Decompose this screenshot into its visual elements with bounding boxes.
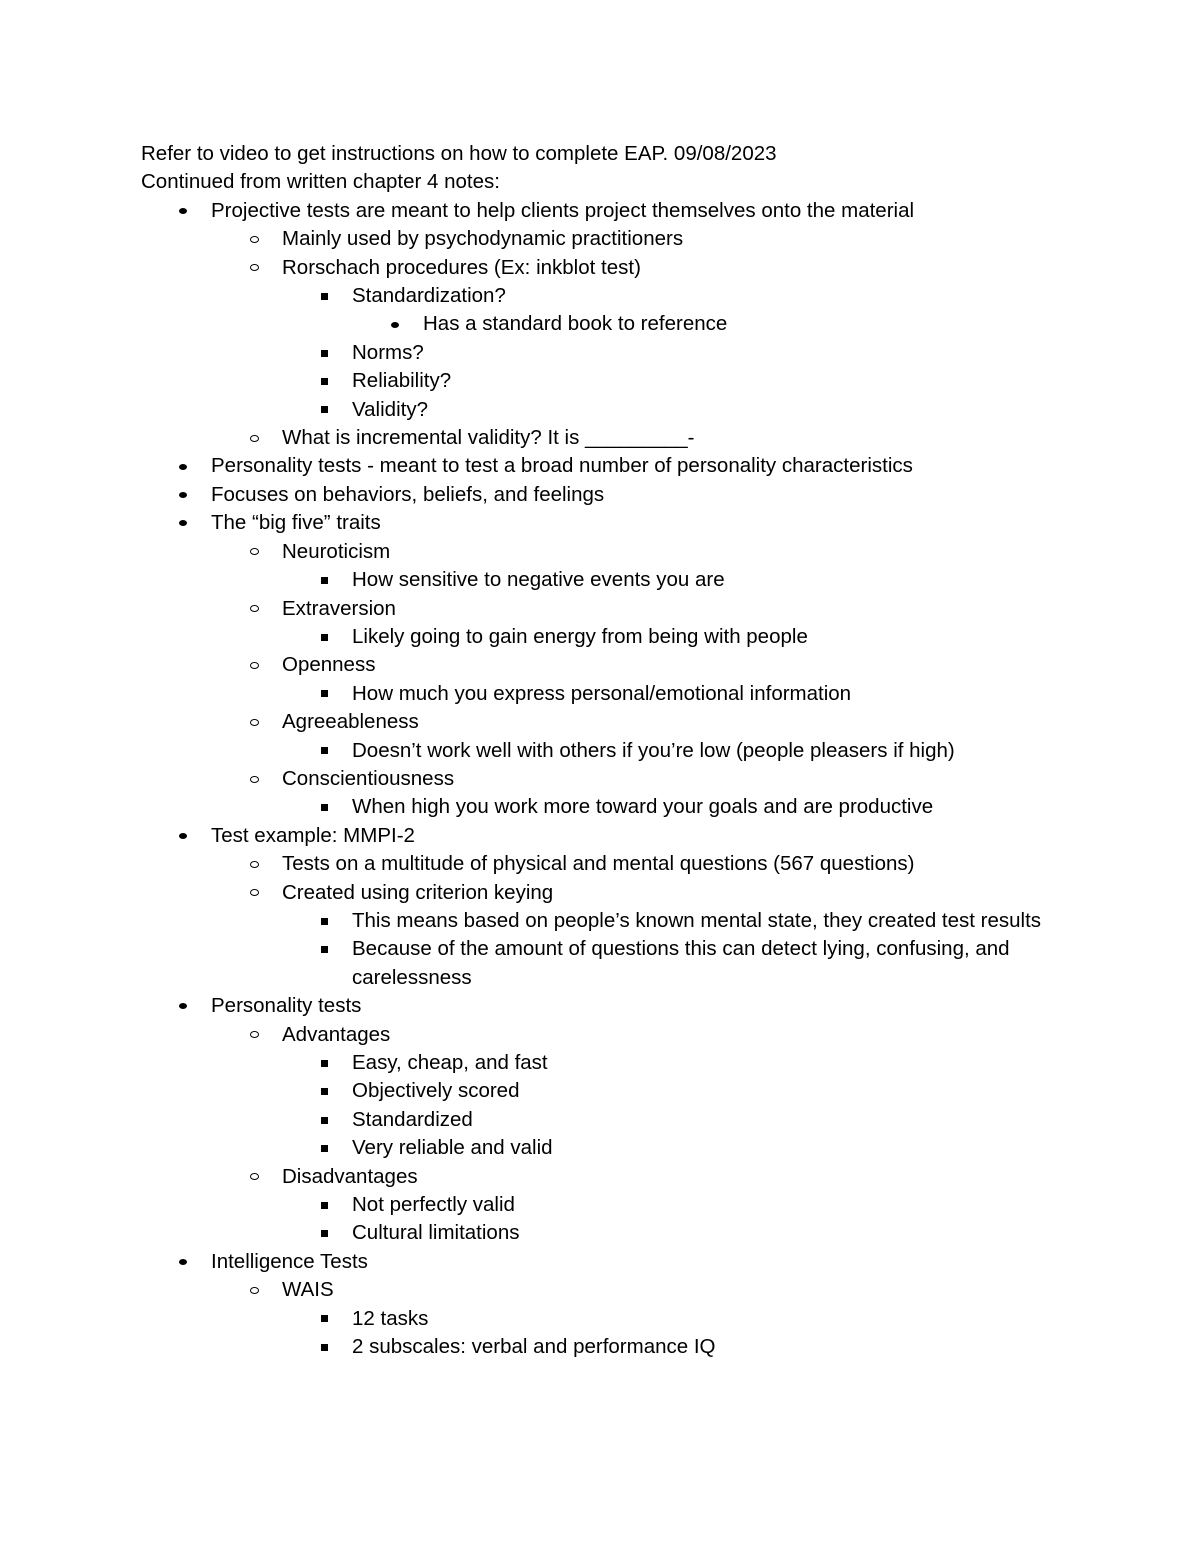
list-item-text: How much you express personal/emotional information bbox=[352, 681, 852, 705]
list-item bbox=[141, 651, 1071, 679]
list-item bbox=[141, 481, 1071, 509]
list-item-text: Openness bbox=[282, 653, 376, 677]
list-item bbox=[141, 822, 1071, 850]
list-item-text: Reliability? bbox=[352, 369, 452, 393]
list-item bbox=[141, 1106, 1071, 1134]
filled-square-icon bbox=[317, 623, 331, 651]
hollow-circle-icon bbox=[247, 1163, 261, 1191]
list-item bbox=[141, 1163, 1071, 1191]
list-item bbox=[141, 396, 1071, 424]
list-item-text: Likely going to gain energy from being with people bbox=[352, 624, 808, 648]
filled-square-icon bbox=[317, 1305, 331, 1333]
hollow-circle-icon bbox=[247, 879, 261, 907]
list-item bbox=[141, 992, 1071, 1020]
filled-dot-icon bbox=[388, 310, 402, 338]
list-item-text: Objectively scored bbox=[352, 1079, 520, 1103]
list-item bbox=[141, 1248, 1071, 1276]
filled-dot-icon bbox=[176, 1248, 190, 1276]
list-item bbox=[141, 680, 1071, 708]
filled-square-icon bbox=[317, 737, 331, 765]
filled-square-icon bbox=[317, 935, 331, 963]
hollow-circle-icon bbox=[247, 765, 261, 793]
list-item bbox=[141, 566, 1071, 594]
list-item bbox=[141, 935, 1071, 992]
list-item bbox=[141, 1219, 1071, 1247]
intro-line: Refer to video to get instructions on how to complete EAP. 09/08/2023 bbox=[141, 142, 777, 165]
list-item-text: What is incremental validity? It is _________- bbox=[282, 426, 695, 450]
filled-square-icon bbox=[317, 1106, 331, 1134]
filled-square-icon bbox=[317, 339, 331, 367]
filled-dot-icon bbox=[176, 452, 190, 480]
list-item-text: Mainly used by psychodynamic practitioners bbox=[282, 227, 684, 251]
list-item bbox=[141, 538, 1071, 566]
hollow-circle-icon bbox=[247, 424, 261, 452]
hollow-circle-icon bbox=[247, 254, 261, 282]
hollow-circle-icon bbox=[247, 595, 261, 623]
list-item-text: The “big five” traits bbox=[211, 511, 381, 535]
list-item bbox=[141, 452, 1071, 480]
list-item-text: Extraversion bbox=[282, 596, 396, 620]
filled-dot-icon bbox=[176, 822, 190, 850]
filled-square-icon bbox=[317, 367, 331, 395]
filled-dot-icon bbox=[176, 481, 190, 509]
list-item bbox=[141, 1021, 1071, 1049]
list-item bbox=[141, 1134, 1071, 1162]
filled-dot-icon bbox=[176, 509, 190, 537]
list-item bbox=[141, 197, 1071, 225]
filled-square-icon bbox=[317, 1219, 331, 1247]
filled-dot-icon bbox=[176, 197, 190, 225]
list-item-text: Validity? bbox=[352, 397, 428, 421]
list-item-text: Created using criterion keying bbox=[282, 880, 554, 904]
list-item bbox=[141, 737, 1071, 765]
list-item-text: Neuroticism bbox=[282, 539, 391, 563]
list-item-text: Standardized bbox=[352, 1107, 473, 1131]
notes-outline bbox=[141, 197, 1071, 1362]
list-item bbox=[141, 708, 1071, 736]
list-item bbox=[141, 765, 1071, 793]
list-item-text: Standardization? bbox=[352, 284, 506, 308]
filled-square-icon bbox=[317, 1049, 331, 1077]
filled-square-icon bbox=[317, 680, 331, 708]
list-item-text: Because of the amount of questions this can detect lying, confusing, and carelessness bbox=[352, 937, 1010, 989]
list-item bbox=[141, 1333, 1071, 1361]
hollow-circle-icon bbox=[247, 1021, 261, 1049]
list-item-text: Rorschach procedures (Ex: inkblot test) bbox=[282, 255, 641, 279]
filled-square-icon bbox=[317, 1134, 331, 1162]
filled-square-icon bbox=[317, 396, 331, 424]
list-item bbox=[141, 595, 1071, 623]
list-item-text: Disadvantages bbox=[282, 1164, 418, 1188]
list-item bbox=[141, 282, 1071, 310]
filled-square-icon bbox=[317, 566, 331, 594]
list-item-text: Norms? bbox=[352, 340, 424, 364]
list-item-text: Personality tests - meant to test a broad number of personality characteristics bbox=[211, 454, 913, 478]
document-body bbox=[141, 140, 1071, 1361]
list-item-text: Conscientiousness bbox=[282, 766, 455, 790]
hollow-circle-icon bbox=[247, 225, 261, 253]
list-item bbox=[141, 1276, 1071, 1304]
list-item-text: Focuses on behaviors, beliefs, and feelings bbox=[211, 482, 605, 506]
filled-square-icon bbox=[317, 1333, 331, 1361]
list-item bbox=[141, 1049, 1071, 1077]
list-item bbox=[141, 225, 1071, 253]
list-item-text: Doesn’t work well with others if you’re low (people pleasers if high) bbox=[352, 738, 955, 762]
list-item-text: 2 subscales: verbal and performance IQ bbox=[352, 1335, 716, 1359]
list-item bbox=[141, 623, 1071, 651]
list-item-text: When high you work more toward your goals and are productive bbox=[352, 795, 934, 819]
list-item-text: Very reliable and valid bbox=[352, 1136, 553, 1160]
list-item-text: Tests on a multitude of physical and mental questions (567 questions) bbox=[282, 852, 915, 876]
filled-square-icon bbox=[317, 907, 331, 935]
list-item bbox=[141, 1191, 1071, 1219]
list-item-text: WAIS bbox=[282, 1278, 334, 1302]
list-item-text: 12 tasks bbox=[352, 1306, 429, 1330]
filled-square-icon bbox=[317, 1191, 331, 1219]
hollow-circle-icon bbox=[247, 850, 261, 878]
continuation-line: Continued from written chapter 4 notes: bbox=[141, 170, 500, 194]
list-item-text: This means based on people’s known mental state, they created test results bbox=[352, 908, 1042, 932]
filled-square-icon bbox=[317, 793, 331, 821]
filled-square-icon bbox=[317, 282, 331, 310]
hollow-circle-icon bbox=[247, 708, 261, 736]
list-item bbox=[141, 879, 1071, 907]
list-item-text: Cultural limitations bbox=[352, 1221, 520, 1245]
list-item bbox=[141, 339, 1071, 367]
list-item-text: Intelligence Tests bbox=[211, 1249, 368, 1273]
filled-dot-icon bbox=[176, 992, 190, 1020]
list-item-text: Advantages bbox=[282, 1022, 391, 1046]
hollow-circle-icon bbox=[247, 538, 261, 566]
list-item bbox=[141, 793, 1071, 821]
list-item-text: Projective tests are meant to help clients project themselves onto the material bbox=[211, 198, 915, 222]
list-item-text: Agreeableness bbox=[282, 710, 419, 734]
list-item bbox=[141, 254, 1071, 282]
list-item-text: Personality tests bbox=[211, 994, 362, 1018]
list-item-text: Test example: MMPI-2 bbox=[211, 823, 415, 847]
filled-square-icon bbox=[317, 1077, 331, 1105]
list-item bbox=[141, 1305, 1071, 1333]
list-item-text: Easy, cheap, and fast bbox=[352, 1051, 548, 1074]
list-item-text: How sensitive to negative events you are bbox=[352, 568, 725, 592]
hollow-circle-icon bbox=[247, 651, 261, 679]
hollow-circle-icon bbox=[247, 1276, 261, 1304]
list-item bbox=[141, 907, 1071, 935]
list-item-text: Not perfectly valid bbox=[352, 1193, 515, 1217]
list-item bbox=[141, 509, 1071, 537]
list-item bbox=[141, 367, 1071, 395]
list-item-text: Has a standard book to reference bbox=[423, 312, 728, 336]
list-item bbox=[141, 1077, 1071, 1105]
list-item bbox=[141, 850, 1071, 878]
list-item bbox=[141, 424, 1071, 452]
list-item bbox=[141, 310, 1071, 338]
